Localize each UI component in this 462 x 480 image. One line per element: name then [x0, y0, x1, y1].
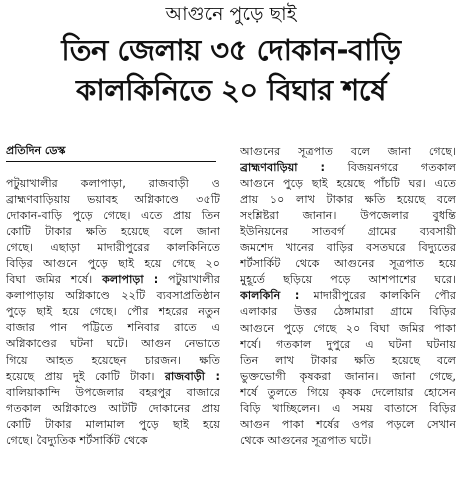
text-line: ব্রাহ্মণবাড়িয়ায় ভয়াবহ অগ্নিকাণ্ডে ৩৫টি	[6, 193, 220, 207]
text-line: শর্টসার্কিট থেকে আগুনের সূত্রপাত হয়ে	[240, 257, 456, 271]
text-line: গেছে। বৈদ্যুতিক শর্টসার্কিট থেকে	[6, 433, 148, 447]
text-line: শর্ষে। গতকাল দুপুরে এ ঘটনা ঘটনায়	[240, 337, 456, 351]
section-label: ব্রাহ্মণবাড়িয়া :	[240, 161, 325, 175]
text-line: এলাকার উত্তর ঠেঙ্গামারা গ্রামে বিড়ির	[240, 305, 456, 319]
text-line: জমশেদ খানের বাড়ির বসতঘরে বিদ্যুতের	[240, 241, 456, 255]
section-label: কলাপাড়া :	[102, 273, 159, 287]
text-line: অগ্নিকাণ্ডের ঘটনা ঘটে। আগুন নেভাতে	[6, 337, 220, 351]
line-rest: পটুয়াখালীর	[158, 273, 220, 287]
line-rest: মাদারীপুরের কালকিনি পৌর	[299, 289, 456, 303]
text-line: মুহূর্তে ছড়িয়ে পড়ে আশপাশের ঘরে।	[240, 273, 456, 287]
text-line: আগুনের সূত্রপাত বলে জানা গেছে।	[240, 145, 456, 158]
text-line: ইউনিয়নের সাতবর্গ গ্রামের ব্যবসায়ী	[240, 225, 456, 239]
headline-line-1: তিন জেলায় ৩৫ দোকান-বাড়ি	[61, 33, 401, 67]
kicker: আগুনে পুড়ে ছাই	[165, 3, 297, 25]
text-line: আগুনে পুড়ে গেছে ২০ বিঘা জমির পাকা	[240, 321, 456, 335]
line-rest: বিজয়নগরে গতকাল	[324, 161, 456, 175]
text-line	[240, 288, 456, 304]
text-line: ভুক্তভোগী কৃষকরা জানান। জানা গেছে,	[240, 369, 456, 383]
text-line	[6, 369, 220, 385]
text-line: আগুনে পুড়ে ছাই হয়েছে পাঁচটি ঘর। এতে	[240, 177, 456, 191]
left-column	[6, 176, 220, 449]
text-line: বাজার পান পট্টিতে শনিবার রাতে এ	[6, 321, 220, 335]
text-line: আগুন পাকা শর্ষের ওপর পড়লে সেখান	[240, 417, 456, 431]
section-label: কালকিনি :	[240, 289, 300, 303]
text-line: কোটি টাকার ক্ষতি হয়েছে বলে জানা	[6, 225, 220, 239]
headline	[0, 30, 462, 110]
text-line: বিড়ি খাচ্ছিলেন। এ সময় বাতাসে বিড়ির	[240, 401, 456, 415]
text-line	[240, 160, 456, 176]
text-line: বালিয়াকান্দি উপজেলার বহরপুর বাজারে	[6, 385, 220, 399]
right-column	[240, 144, 456, 449]
text-line: কোটি টাকার মালামাল পুড়ে ছাই হয়ে	[6, 417, 220, 431]
text-line: প্রায় ১০ লাখ টাকার ক্ষতি হয়েছে বলে	[240, 193, 456, 207]
line-lead: হয়েছে প্রায় দুই কোটি টাকা।	[6, 369, 165, 383]
text-line: সংশ্লিষ্টরা জানান। উপজেলার বুধন্তি	[240, 209, 456, 223]
text-line: পুড়ে ছাই হয়ে গেছে। পৌর শহরের নতুন	[6, 305, 220, 319]
text-line	[6, 272, 220, 288]
text-line: তিন লাখ টাকার ক্ষতি হয়েছে বলে	[240, 353, 456, 367]
text-line: শর্ষে তুলতে গিয়ে কৃষক দেলোয়ার হোসেন	[240, 385, 456, 399]
text-line: গিয়ে আহত হয়েছেন চারজন। ক্ষতি	[6, 353, 220, 367]
byline: প্রতিদিন ডেস্ক	[6, 144, 216, 162]
text-line: থেকে আগুনের সূত্রপাত ঘটে।	[240, 433, 372, 447]
text-line: কলাপাড়ায় অগ্নিকাণ্ডে ২২টি ব্যবসাপ্রতিষ্ঠান	[6, 289, 220, 303]
line-lead: বিঘা জমির শর্ষে।	[6, 273, 103, 287]
text-line: দোকান-বাড়ি পুড়ে গেছে। এতে প্রায় তিন	[6, 209, 220, 223]
text-line: গেছে। এছাড়া মাদারীপুরের কালকিনিতে	[6, 241, 220, 255]
headline-line-2: কালকিনিতে ২০ বিঘার শর্ষে	[76, 73, 386, 107]
text-line: বিড়ির আগুনে পুড়ে ছাই হয়ে গেছে ২০	[6, 257, 220, 271]
text-line: পটুয়াখালীর কলাপাড়া, রাজবাড়ী ও	[6, 177, 220, 190]
text-line: গতকাল অগ্নিকাণ্ডে আটটি দোকানের প্রায়	[6, 401, 220, 415]
section-label: রাজবাড়ী :	[164, 369, 220, 383]
